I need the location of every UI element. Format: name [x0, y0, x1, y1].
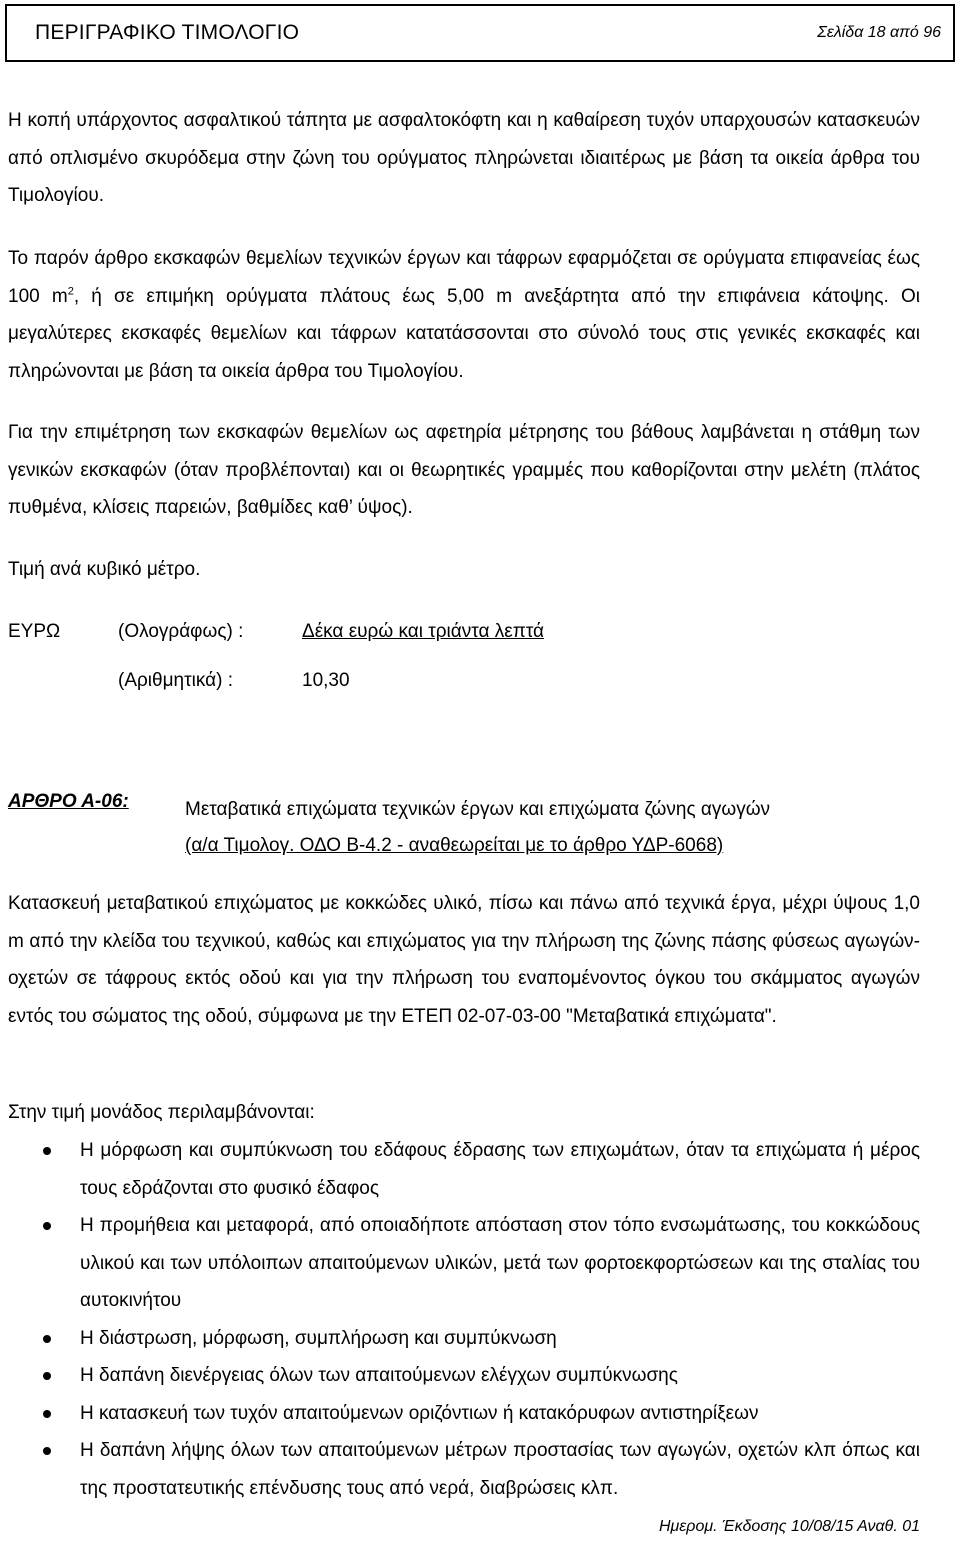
price-words-label: (Ολογράφως) :	[118, 621, 244, 642]
list-item	[8, 1357, 920, 1395]
page-number: Σελίδα 18 από 96	[817, 24, 941, 41]
list-item	[8, 1395, 920, 1433]
list-item	[8, 1320, 920, 1358]
list-item-text: Η διάστρωση, μόρφωση, συμπλήρωση και συμπύκνωση	[80, 1327, 557, 1349]
paragraph-unit-price: Τιμή ανά κυβικό μέτρο.	[8, 559, 201, 580]
bullet-icon	[43, 1147, 51, 1155]
list-item	[8, 1132, 920, 1207]
bullet-icon	[43, 1410, 51, 1418]
article-description: Κατασκευή μεταβατικού επιχώματος με κοκκώδες υλικό, πίσω και πάνω από τεχνικά έργα, μέχρι ύψους 1,0 m από την κλείδα του τεχνικού, καθώς και επιχώματος για την πλήρωση της ζώνης πάσης φύσεως αγωγών-οχετών σε τάφρους εκτός οδού και για την πλήρωση του εναπομένοντος όγκου του σκάμματος αγωγών εντός του σώματος της οδού, σύμφωνα με την ΕΤΕΠ 02-07-03-00 "Μεταβατικά επιχώματα".	[8, 893, 920, 1027]
paragraph-excavation-scope-part2: , ή σε επιμήκη ορύγματα πλάτους έως 5,00 m ανεξάρτητα από την επιφάνεια κάτοψης. Οι μεγαλύτερες εκσκαφές θεμελίων και τάφρων κατατάσσονται στο σύνολό τους στις γενικές εκσκαφές και πληρώνονται με βάση τα οικεία άρθρα του Τιμολογίου.	[8, 285, 920, 382]
article-code: ΑΡΘΡΟ Α-06:	[8, 791, 129, 812]
bullet-icon	[43, 1372, 51, 1380]
page-header	[5, 4, 955, 62]
page-footer: Ημερομ. Έκδοσης 10/08/15 Αναθ. 01	[658, 1518, 920, 1535]
list-item-text: Η δαπάνη διενέργειας όλων των απαιτούμενων ελέγχων συμπύκνωσης	[80, 1365, 678, 1386]
bullet-icon	[43, 1335, 51, 1343]
price-numeric-label: (Αριθμητικά) :	[118, 670, 233, 691]
list-item-text: Η κατασκευή των τυχόν απαιτούμενων οριζόντιων ή κατακόρυφων αντιστηρίξεων	[80, 1402, 759, 1424]
document-title: ΠΕΡΙΓΡΑΦΙΚΟ ΤΙΜΟΛΟΓΙΟ	[35, 21, 300, 44]
paragraph-excavation-scope	[8, 240, 920, 390]
includes-list	[8, 1132, 920, 1507]
article-title-line1: Μεταβατικά επιχώματα τεχνικών έργων και επιχώματα ζώνης αγωγών	[185, 799, 771, 820]
includes-heading: Στην τιμή μονάδος περιλαμβάνονται:	[8, 1102, 315, 1123]
paragraph-excavation-scope-part1: Το παρόν άρθρο εκσκαφών θεμελίων τεχνικών έργων και τάφρων εφαρμόζεται σε ορύγματα επιφανείας έως 100 m	[8, 248, 920, 307]
price-currency: ΕΥΡΩ	[8, 621, 61, 642]
paragraph-asphalt-cutting: Η κοπή υπάρχοντος ασφαλτικού τάπητα με ασφαλτοκόφτη και η καθαίρεση τυχόν υπαρχουσών κατασκευών από οπλισμένο σκυρόδεμα στην ζώνη του ορύγματος πληρώνεται ιδιαιτέρως με βάση τα οικεία άρθρα του Τιμολογίου.	[8, 110, 920, 206]
article-title	[185, 792, 905, 864]
price-words-value: Δέκα ευρώ και τριάντα λεπτά	[302, 621, 545, 642]
list-item	[8, 1432, 920, 1507]
price-numeric-value: 10,30	[302, 670, 350, 691]
article-title-line2: (α/α Τιμολογ. ΟΔΟ Β-4.2 - αναθεωρείται με το άρθρο ΥΔΡ-6068)	[185, 835, 724, 856]
paragraph-measurement: Για την επιμέτρηση των εκσκαφών θεμελίων ως αφετηρία μέτρησης του βάθους λαμβάνεται η στάθμη των γενικών εκσκαφών (όταν προβλέπονται) και οι θεωρητικές γραμμές που καθορίζονται στην μελέτη (πλάτος πυθμένα, κλίσεις παρειών, βαθμίδες καθ’ ύψος).	[8, 422, 920, 518]
list-item-text: Η δαπάνη λήψης όλων των απαιτούμενων μέτρων προστασίας των αγωγών, οχετών κλπ όπως και της προστατευτικής επένδυσης τους από νερά, διαβρώσεις κλπ.	[80, 1440, 920, 1499]
list-item-text: Η προμήθεια και μεταφορά, από οποιαδήποτε απόσταση στον τόπο ενσωμάτωσης, του κοκκώδους υλικού και των υπόλοιπων απαιτούμενων υλικών, μετά των φορτοεκφορτώσεων και της σταλίας του αυτοκινήτου	[80, 1215, 920, 1311]
bullet-icon	[43, 1222, 51, 1230]
list-item	[8, 1207, 920, 1320]
bullet-icon	[43, 1447, 51, 1455]
list-item-text: Η μόρφωση και συμπύκνωση του εδάφους έδρασης των επιχωμάτων, όταν τα επιχώματα ή μέρος τους εδράζονται στο φυσικό έδαφος	[80, 1140, 920, 1199]
superscript-2: 2	[67, 285, 74, 298]
